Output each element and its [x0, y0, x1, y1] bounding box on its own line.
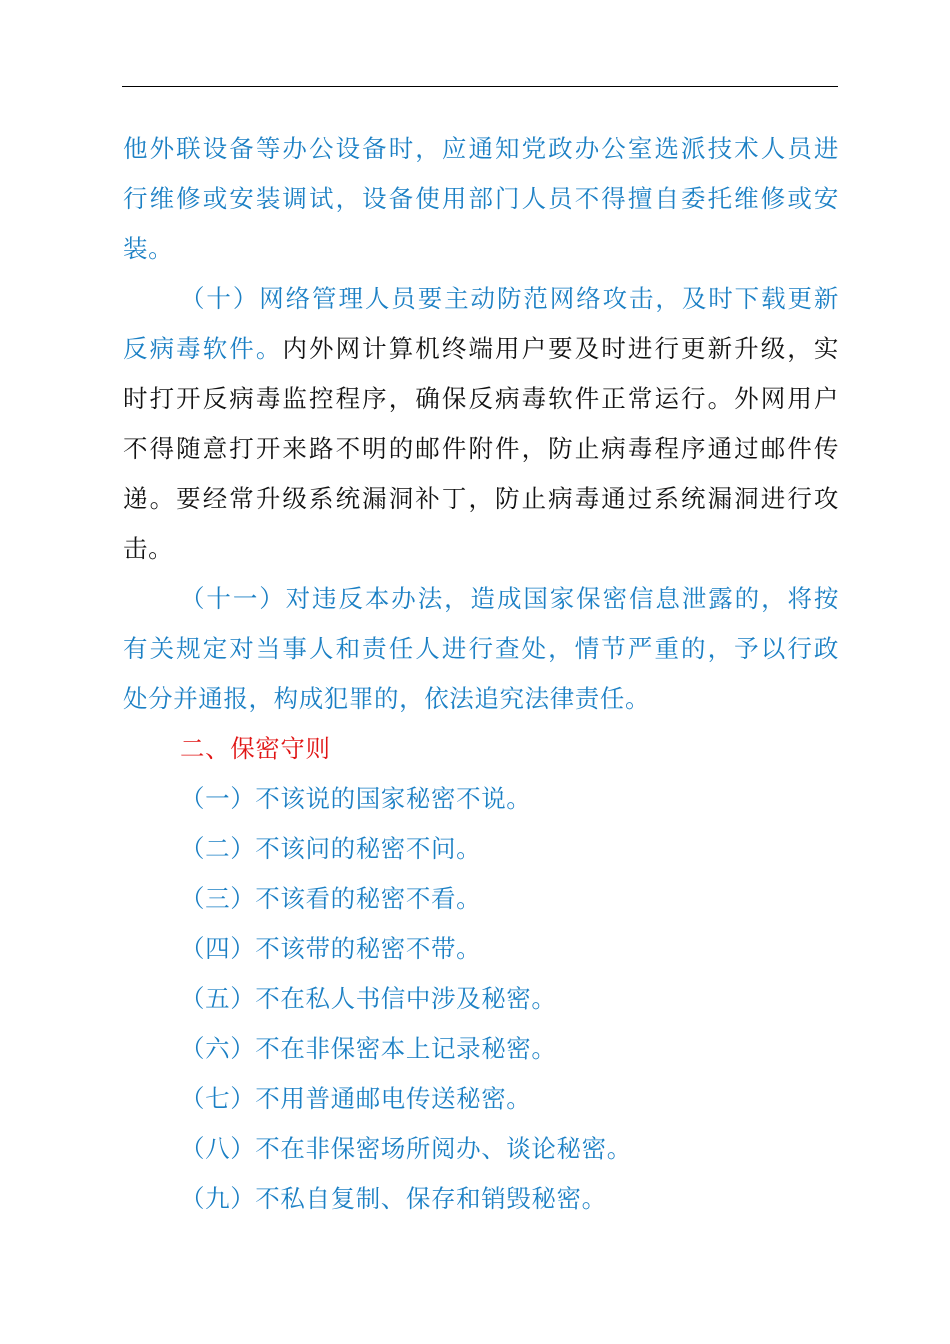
text-line: 他外联设备等办公设备时，应通知党政办公室选派技术人员进 [123, 134, 839, 163]
section-heading: 二、保密守则 [180, 734, 331, 763]
list-item: （三）不该看的秘密不看。 [180, 884, 482, 913]
text-line: 有关规定对当事人和责任人进行查处，情节严重的，予以行政 [123, 634, 839, 663]
text-line: 递。要经常升级系统漏洞补丁，防止病毒通过系统漏洞进行攻 [123, 484, 839, 513]
text-segment-blue: 反病毒软件。 [123, 334, 283, 363]
paragraph-11 [123, 574, 839, 724]
text-segment-black: 内外网计算机终端用户要及时进行更新升级，实 [282, 334, 839, 363]
list-item: （八）不在非保密场所阅办、谈论秘密。 [180, 1134, 632, 1163]
text-line: 处分并通报，构成犯罪的，依法追究法律责任。 [123, 684, 651, 713]
list-item: （一）不该说的国家秘密不说。 [180, 784, 532, 813]
list-item: （九）不私自复制、保存和销毁秘密。 [180, 1184, 607, 1213]
document-body [123, 124, 839, 1224]
text-line: （十）网络管理人员要主动防范网络攻击，及时下载更新 [180, 284, 839, 313]
text-line: 行维修或安装调试，设备使用部门人员不得擅自委托维修或安 [123, 184, 839, 213]
text-line: 击。 [123, 534, 174, 563]
list-item: （二）不该问的秘密不问。 [180, 834, 482, 863]
text-line-mixed [123, 324, 839, 374]
text-line: （十一）对违反本办法，造成国家保密信息泄露的，将按 [180, 584, 839, 613]
paragraph-10 [123, 274, 839, 574]
paragraph-9-tail [123, 124, 839, 274]
list-item: （五）不在私人书信中涉及秘密。 [180, 984, 557, 1013]
list-item: （七）不用普通邮电传送秘密。 [180, 1084, 532, 1113]
list-item: （四）不该带的秘密不带。 [180, 934, 482, 963]
section-confidentiality-rules [123, 724, 839, 1224]
text-line: 装。 [123, 234, 174, 263]
list-item: （六）不在非保密本上记录秘密。 [180, 1034, 557, 1063]
header-rule [122, 86, 838, 87]
text-line: 时打开反病毒监控程序，确保反病毒软件正常运行。外网用户 [123, 384, 839, 413]
text-line: 不得随意打开来路不明的邮件附件，防止病毒程序通过邮件传 [123, 434, 839, 463]
